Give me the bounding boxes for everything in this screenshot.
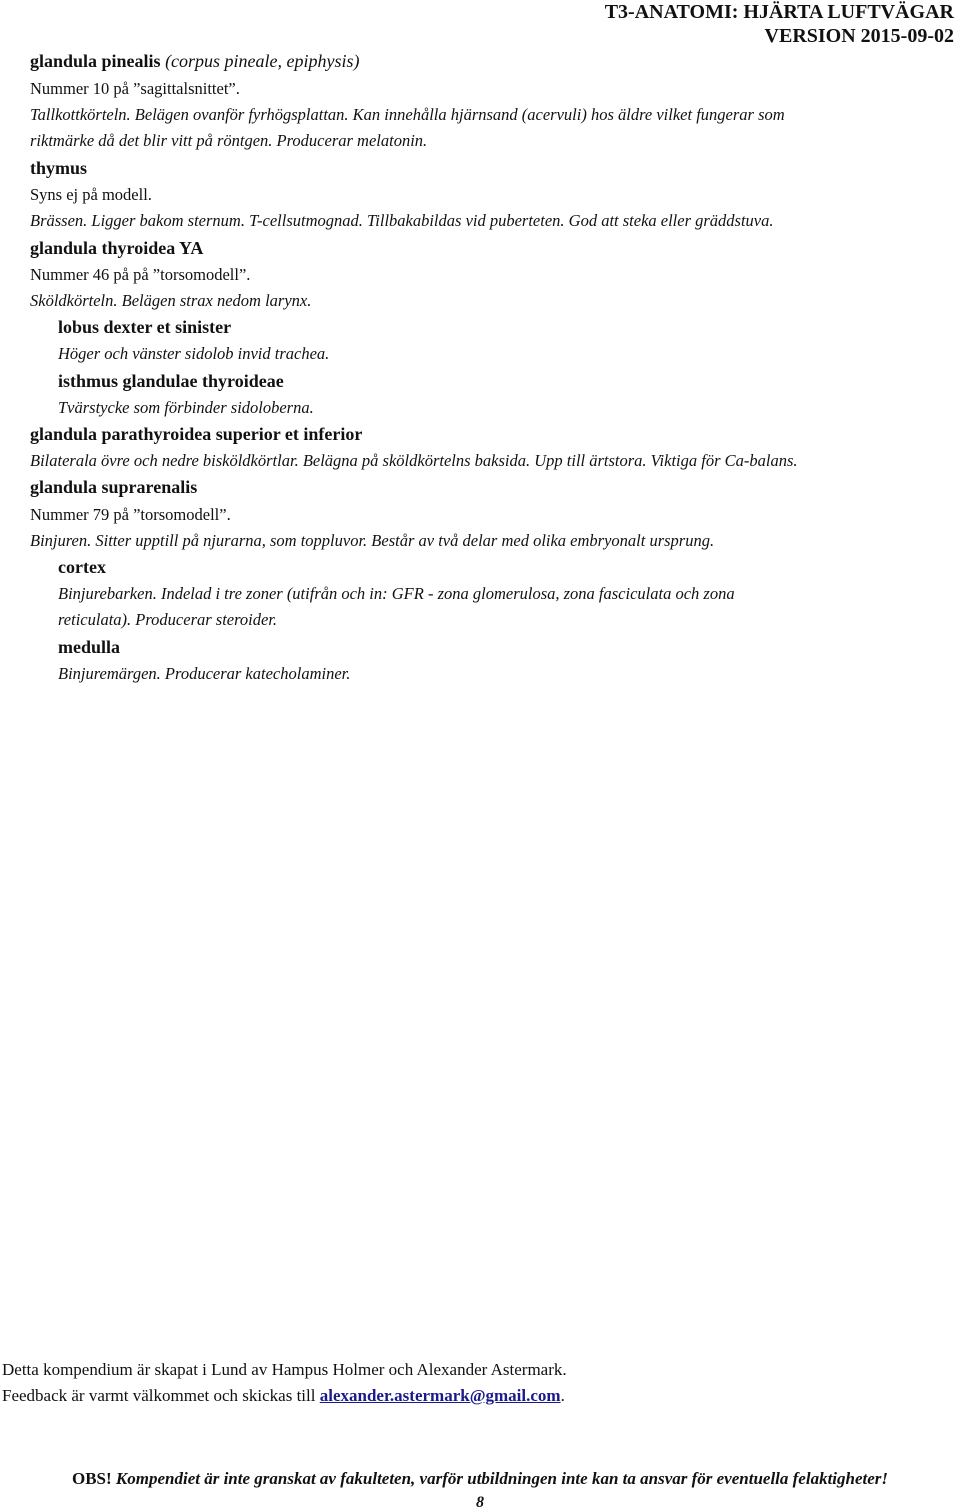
model-pinealis: Nummer 10 på ”sagittalsnittet”.	[30, 79, 240, 98]
term-suprarenalis: glandula suprarenalis	[30, 477, 198, 497]
feedback-suffix: .	[560, 1386, 565, 1405]
desc-thymus: Brässen. Ligger bakom sternum. T-cellsutmognad. Tillbakabildas vid puberteten. God att steka eller gräddstuva.	[30, 211, 774, 230]
desc-suprarenalis: Binjuren. Sitter upptill på njurarna, som toppluvor. Består av två delar med olika embryonalt ursprung.	[30, 531, 715, 550]
page-number: 8	[476, 1494, 484, 1511]
model-thymus: Syns ej på modell.	[30, 185, 152, 204]
desc-medulla: Binjuremärgen. Producerar katecholaminer.	[58, 664, 351, 683]
desc-pinealis-2: riktmärke då det blir vitt på röntgen. Producerar melatonin.	[30, 131, 428, 150]
model-suprarenalis: Nummer 79 på ”torsomodell”.	[30, 505, 231, 524]
term-medulla: medulla	[58, 637, 121, 657]
desc-isthmus: Tvärstycke som förbinder sidoloberna.	[58, 398, 314, 417]
desc-thyroidea: Sköldkörteln. Belägen strax nedom larynx.	[30, 291, 312, 310]
course-title: T3-ANATOMI: HJÄRTA LUFTVÄGAR	[604, 1, 954, 23]
term-pinealis: glandula pinealis	[30, 51, 161, 71]
desc-lobus: Höger och vänster sidolob invid trachea.	[58, 344, 330, 363]
desc-cortex-2: reticulata). Producerar steroider.	[58, 610, 278, 629]
obs-label: OBS!	[71, 1469, 112, 1488]
term-parathyroidea: glandula parathyroidea superior et inferior	[30, 424, 363, 444]
term-cortex: cortex	[58, 557, 106, 577]
disclaimer	[0, 1469, 960, 1489]
feedback-line	[2, 1385, 565, 1407]
desc-cortex-1: Binjurebarken. Indelad i tre zoner (utifrån och in: GFR - zona glomerulosa, zona fasciculata och zona	[58, 584, 735, 603]
latin-pinealis: (corpus pineale, epiphysis)	[160, 51, 360, 71]
term-isthmus: isthmus glandulae thyroideae	[58, 371, 284, 391]
term-thymus: thymus	[30, 158, 88, 178]
email-link[interactable]: alexander.astermark@gmail.com	[319, 1386, 561, 1405]
model-thyroidea: Nummer 46 på på ”torsomodell”.	[30, 265, 251, 284]
version-label: VERSION 2015-09-02	[764, 25, 954, 47]
obs-text: Kompendiet är inte granskat av fakulteten, varför utbildningen inte kan ta ansvar för eventuella felaktigheter!	[111, 1469, 889, 1488]
term-lobus: lobus dexter et sinister	[58, 317, 232, 337]
term-thyroidea: glandula thyroidea YA	[30, 238, 204, 258]
entry-pinealis-heading	[30, 50, 360, 73]
desc-parathyroidea: Bilaterala övre och nedre bisköldkörtlar. Belägna på sköldkörtelns baksida. Upp till ärtstora. Viktiga för Ca-balans.	[30, 451, 798, 470]
feedback-prefix: Feedback är varmt välkommet och skickas till	[2, 1386, 320, 1405]
credit-line: Detta kompendium är skapat i Lund av Hampus Holmer och Alexander Astermark.	[2, 1360, 567, 1379]
desc-pinealis-1: Tallkottkörteln. Belägen ovanför fyrhögsplattan. Kan innehålla hjärnsand (acervuli) hos äldre vilket fungerar som	[30, 105, 785, 124]
